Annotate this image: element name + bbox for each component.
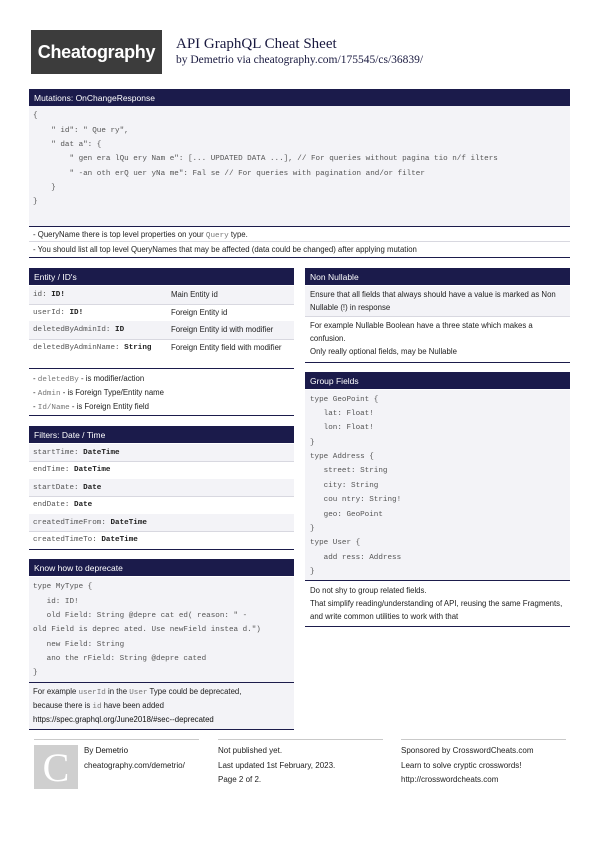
deprecate-code-line: id: ID! (33, 598, 79, 606)
nonnull-text: Only really optional fields, may be Nullable (310, 347, 457, 356)
footer-published: Not published yet. (218, 746, 283, 755)
entity-key: deletedByAdminName: String (33, 344, 152, 352)
filter-row: endDate: Date (33, 501, 93, 509)
deprecate-code-line: } (33, 669, 38, 677)
entity-key: id: ID! (33, 291, 65, 299)
entity-key: userId: ID! (33, 309, 84, 317)
mutations-code-line: " gen era lQu ery Nam e": [... UPDATED DATA ...], // For queries without pagina tio n/f ilters (33, 155, 498, 163)
sheet-url-link[interactable]: cheatography.com/175545/cs/36839/ (253, 54, 424, 66)
group-code-line: city: String (310, 482, 379, 490)
group-code-line: } (310, 525, 315, 533)
filters-section-header: Filters: Date / Time (29, 426, 294, 443)
page-title: API GraphQL Cheat Sheet (176, 36, 337, 52)
mutations-note: - QueryName there is top level properties on your Query type. (33, 230, 248, 240)
group-section-header: Group Fields (305, 372, 570, 389)
footer-sponsor-url[interactable]: http://crosswordcheats.com (401, 775, 499, 784)
mutations-code-line: } (33, 198, 38, 206)
mutations-code-line: } (33, 184, 56, 192)
filter-row: endTime: DateTime (33, 466, 111, 474)
mutations-code-line: " id": " Que ry", (33, 127, 129, 135)
footer-sponsor-link[interactable]: CrosswordCheats.com (452, 746, 534, 755)
footer-author: By Demetrio (84, 746, 129, 755)
filter-row: startDate: Date (33, 484, 102, 492)
group-code-line: type Address { (310, 453, 374, 461)
filter-row: createdTimeTo: DateTime (33, 536, 138, 544)
footer-page: Page 2 of 2. (218, 775, 262, 784)
group-text: Do not shy to group related fields. (310, 586, 427, 595)
mutations-code-line: " -an oth erQ uer yNa me": Fal se // For queries with pagination and/or filter (33, 170, 425, 178)
byline-via: via (236, 54, 251, 66)
entity-note: - Id/Name - is Foreign Entity field (33, 402, 149, 412)
group-code-line: } (310, 568, 315, 576)
footer-sponsor: Sponsored by CrosswordCheats.com (401, 746, 534, 755)
nonnull-section-header: Non Nullable (305, 268, 570, 285)
footer-logo-icon: C (34, 745, 78, 789)
entity-key: deletedByAdminId: ID (33, 326, 125, 334)
mutations-note: - You should list all top level QueryNames that may be affected (data could be changed) after applying mutation (33, 245, 417, 254)
mutations-section-header: Mutations: OnChangeResponse (29, 89, 570, 106)
nonnull-text: Ensure that all fields that always should have a value is marked as Non Nullable (!) in response (310, 290, 556, 312)
entity-desc: Foreign Entity id with modifier (171, 325, 274, 334)
deprecate-section-header: Know how to deprecate (29, 559, 294, 576)
deprecate-code-line: old Field: String @depre cat ed( reason: " - (33, 612, 248, 620)
mutations-code-line: " dat a": { (33, 141, 102, 149)
group-code-line: cou ntry: String! (310, 496, 402, 504)
group-code-line: type GeoPoint { (310, 396, 379, 404)
group-code-line: } (310, 439, 315, 447)
deprecate-code-line: type MyType { (33, 583, 93, 591)
entity-note: - deletedBy - is modifier/action (33, 374, 145, 384)
group-code-line: lon: Float! (310, 424, 374, 432)
deprecate-code-line: new Field: String (33, 641, 125, 649)
deprecate-code-line: ano the rField: String @depre cated (33, 655, 207, 663)
deprecate-code-line: old Field is deprec ated. Use newField instea d.") (33, 626, 261, 634)
mutations-code-line: { (33, 112, 38, 120)
group-code-line: add ress: Address (310, 554, 402, 562)
deprecate-note: because there is id have been added (33, 701, 164, 711)
footer-sponsor-text: Learn to solve cryptic crosswords! (401, 761, 522, 770)
group-code-line: geo: GeoPoint (310, 511, 383, 519)
footer-updated: Last updated 1st February, 2023. (218, 761, 336, 770)
deprecate-note: For example userId in the User Type could be deprecated, (33, 687, 242, 697)
entity-note: - Admin - is Foreign Type/Entity name (33, 388, 164, 398)
filter-row: startTime: DateTime (33, 449, 120, 457)
footer-author-url[interactable]: cheatography.com/demetrio/ (84, 761, 185, 770)
entity-section-header: Entity / ID's (29, 268, 294, 285)
group-code-line: street: String (310, 467, 388, 475)
group-code-line: lat: Float! (310, 410, 374, 418)
entity-desc: Main Entity id (171, 290, 218, 299)
filter-row: createdTimeFrom: DateTime (33, 519, 147, 527)
byline (176, 54, 423, 66)
author-link[interactable]: Demetrio (190, 54, 234, 66)
deprecate-spec-link[interactable]: https://spec.graphql.org/June2018/#sec--deprecated (33, 715, 214, 724)
byline-by: by (176, 54, 188, 66)
entity-desc: Foreign Entity id (171, 308, 228, 317)
entity-desc: Foreign Entity field with modifier (171, 343, 282, 352)
group-text: That simplify reading/understanding of API, reusing the same Fragments, and write common utilities to work with that (310, 599, 563, 621)
footer-author-link[interactable]: Demetrio (95, 746, 129, 755)
mutations-code-block (29, 106, 570, 226)
cheatography-logo[interactable]: Cheatography (31, 30, 162, 74)
group-code-line: type User { (310, 539, 361, 547)
nonnull-text: For example Nullable Boolean have a three state which makes a confusion. (310, 321, 533, 343)
